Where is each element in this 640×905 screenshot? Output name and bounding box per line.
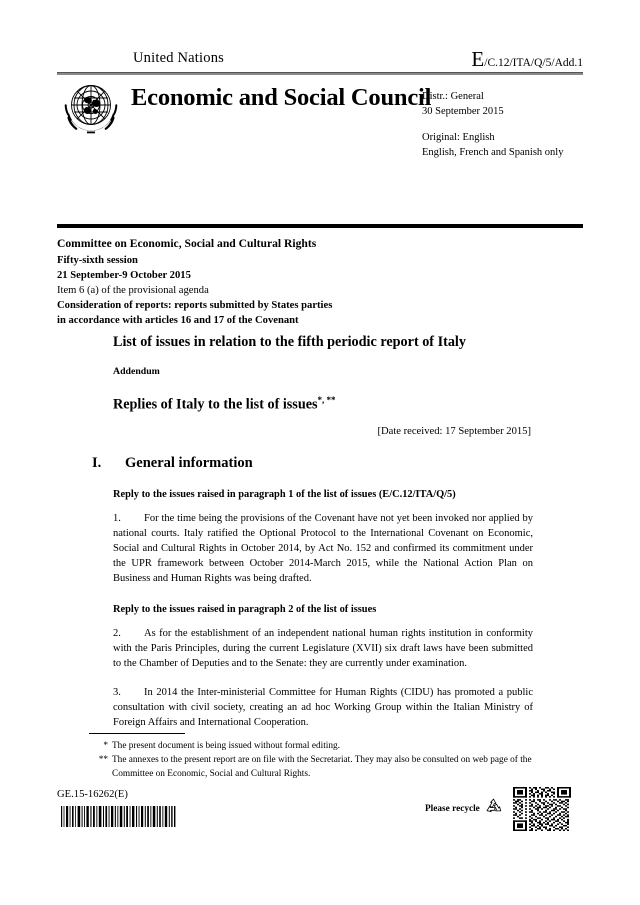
footnotes <box>89 740 549 782</box>
replies-title-text: Replies of Italy to the list of issues <box>113 396 318 413</box>
section-title: General information <box>125 455 253 471</box>
document-symbol <box>471 47 583 72</box>
consideration-line-2: in accordance with articles 16 and 17 of the Covenant <box>57 315 299 327</box>
replies-footnote-marks: *, ** <box>317 395 336 405</box>
list-of-issues-title: List of issues in relation to the fifth periodic report of Italy <box>113 334 466 350</box>
subheading-paragraph-2: Reply to the issues raised in paragraph 2 of the list of issues <box>113 604 377 616</box>
footnote-separator-rule <box>89 733 185 734</box>
paragraph-3 <box>113 685 533 730</box>
barcode <box>60 806 176 827</box>
distribution-type: Distr.: General <box>422 91 484 102</box>
agenda-item: Item 6 (a) of the provisional agenda <box>57 284 209 296</box>
footnote-1-mark: * <box>103 741 108 751</box>
footnote-2 <box>89 754 549 781</box>
spacer <box>422 120 563 131</box>
document-symbol-rest: /C.12/ITA/Q/5/Add.1 <box>484 57 583 69</box>
addendum-label: Addendum <box>113 366 160 377</box>
masthead-top-row <box>57 47 583 72</box>
job-number: GE.15-16262(E) <box>57 789 128 800</box>
paragraph-1-number: 1. <box>113 512 121 524</box>
organization-name: United Nations <box>133 50 224 66</box>
section-number: I. <box>92 455 102 471</box>
qr-code <box>513 787 571 831</box>
session-dates: 21 September-9 October 2015 <box>57 269 191 281</box>
recycle-label: Please recycle <box>425 804 480 814</box>
replies-title <box>113 395 336 414</box>
masthead <box>57 47 583 72</box>
masthead-bottom-rule <box>57 224 583 228</box>
paragraph-1 <box>113 511 533 587</box>
united-nations-emblem <box>60 80 122 135</box>
committee-block <box>57 236 457 328</box>
recycle-notice <box>425 797 503 821</box>
paragraph-1-text: For the time being the provisions of the Covenant have not yet been invoked nor applied by national courts. Italy ratified the Optional Protocol to the International Covenant on Economic, Social and Cultural Rights in October 2014, by Act No. 152 and confirmed its commitment under the UPR framework between October 2014-March 2015, while the National Action Plan on Business and Human Rights was being drafted. <box>113 512 533 584</box>
date-received: [Date received: 17 September 2015] <box>377 426 531 437</box>
paragraph-3-number: 3. <box>113 686 121 698</box>
paragraph-2-text: As for the establishment of an independent national human rights institution in conformity with the Paris Principles, during the current Legislature (XVII) six draft laws have been submitted to the Chamber of Deputies and to the Senate: they are currently under examination. <box>113 627 533 669</box>
session-label: Fifty-sixth session <box>57 254 138 266</box>
section-heading <box>92 455 562 472</box>
subheading-paragraph-1: Reply to the issues raised in paragraph 1 of the list of issues (E/C.12/ITA/Q/5) <box>113 489 456 500</box>
masthead-divider-rule <box>57 72 583 75</box>
distribution-date: 30 September 2015 <box>422 105 504 117</box>
paragraph-2 <box>113 626 533 671</box>
document-symbol-prefix: E <box>471 47 485 71</box>
distribution-block <box>422 90 563 161</box>
consideration-line-1: Consideration of reports: reports submitted by States parties <box>57 300 333 311</box>
recycle-icon <box>484 797 503 821</box>
document-body <box>113 488 533 740</box>
paragraph-3-text: In 2014 the Inter-ministerial Committee for Human Rights (CIDU) has promoted a public consultation with civil society, creating an ad hoc Working Group within the Italian Ministry of Foreign Affairs and International Cooperation. <box>113 686 533 729</box>
footnote-2-mark: ** <box>98 755 108 766</box>
available-languages: English, French and Spanish only <box>422 146 564 158</box>
council-title: Economic and Social Council <box>131 84 432 111</box>
footnote-1 <box>89 740 549 753</box>
original-language: Original: English <box>422 131 495 143</box>
footnote-2-text: The annexes to the present report are on file with the Secretariat. They may also be consulted on web page of the Committee on Economic, Social and Cultural Rights. <box>112 755 532 779</box>
paragraph-2-number: 2. <box>113 627 121 639</box>
footnote-1-text: The present document is being issued without formal editing. <box>112 741 340 751</box>
committee-name: Committee on Economic, Social and Cultural Rights <box>57 237 317 250</box>
